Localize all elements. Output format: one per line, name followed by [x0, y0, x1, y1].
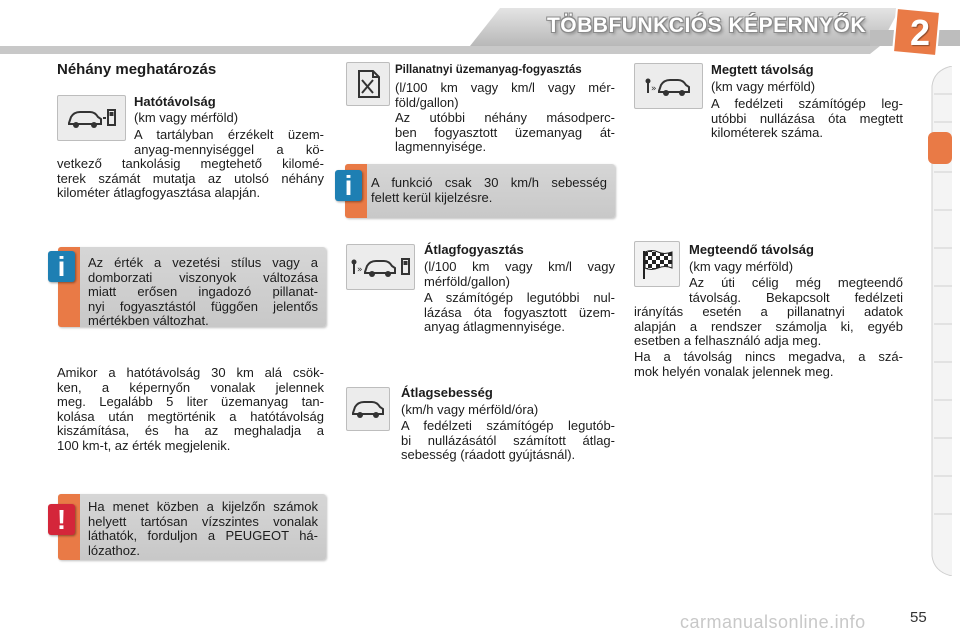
- range-body-2: anyag-mennyiséggel a kö-: [134, 141, 324, 157]
- instant-consumption-icon-box: [346, 62, 390, 106]
- fuel-pump-icon: [353, 68, 383, 100]
- warning-icon: !: [48, 504, 75, 535]
- remaining-distance-title: Megteendő távolság: [689, 242, 814, 257]
- page-number: 55: [910, 609, 927, 626]
- range-icon-box: [57, 95, 126, 141]
- trip-distance-icon-box: [634, 63, 703, 109]
- checkered-flag-icon: [640, 248, 674, 280]
- range-body-3: vetkező tankolásig megtehető kilomé-: [57, 156, 324, 171]
- car-speed-icon: [351, 398, 385, 420]
- svg-text:»: »: [650, 84, 657, 94]
- car-distance-fuel-icon: [350, 254, 412, 280]
- trip-distance-title: Megtett távolság: [711, 62, 814, 77]
- avg-consumption-title: Átlagfogyasztás: [424, 242, 524, 257]
- page-title: TÖBBFUNKCIÓS KÉPERNYŐK: [546, 14, 866, 37]
- chapter-number: 2: [909, 12, 931, 53]
- warning-note: ! Ha menet közben a kijelzőn számok helyett tartósan vízszintes vonalak láthatók, forduljon a PEUGEOT há- lózathoz.: [58, 494, 326, 560]
- info-note-speed: i A funkció csak 30 km/h sebesség felett kerül kijelzésre.: [345, 164, 615, 218]
- range-body-1: A tartályban érzékelt üzem-: [134, 127, 324, 142]
- avg-speed-icon-box: [346, 387, 390, 431]
- instant-consumption-title: Pillanatnyi üzemanyag-fogyasztás: [395, 64, 582, 76]
- car-fuel-icon: [66, 105, 118, 131]
- car-trip-icon: [643, 73, 695, 99]
- svg-text:»: »: [356, 265, 363, 275]
- avg-speed-title: Átlagsebesség: [401, 385, 493, 400]
- range-body-5: kilométer átlagfogyasztása alapján.: [57, 185, 261, 200]
- info-icon: i: [48, 251, 75, 282]
- watermark: carmanualsonline.info: [680, 612, 866, 632]
- info-icon: i: [335, 170, 362, 201]
- range-title: Hatótávolság: [134, 94, 216, 109]
- section-title: Néhány meghatározás: [57, 61, 217, 78]
- remaining-distance-icon-box: [634, 241, 680, 287]
- range-body-4: terek számát mutatja az utolsó néhány: [57, 170, 324, 186]
- info-note-range: i Az érték a vezetési stílus vagy a domborzati viszonyok változása miatt erősen ingadozó pillanat- nyi fogyasztástól függően jelentős mértékben változhat.: [58, 247, 326, 327]
- avg-consumption-icon-box: [346, 244, 415, 290]
- chapter-tabs: [928, 66, 952, 576]
- range-unit: (km vagy mérföld): [134, 110, 239, 125]
